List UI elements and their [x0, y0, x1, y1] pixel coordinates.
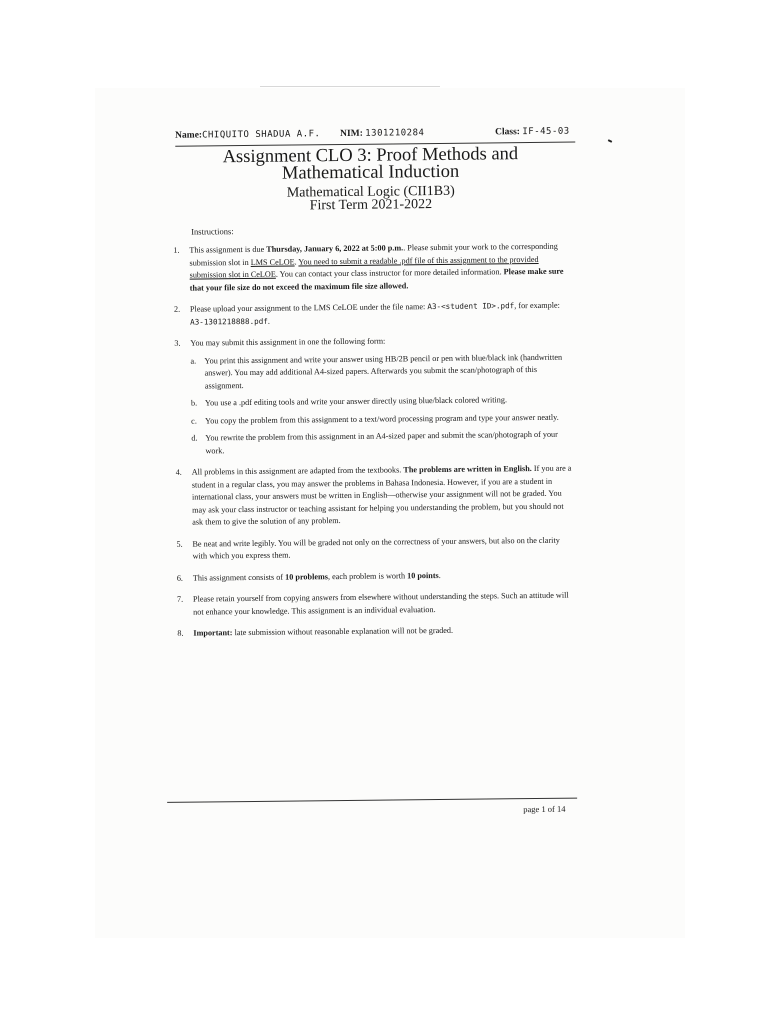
class-field	[495, 127, 570, 138]
sub-letter: a.	[190, 356, 197, 366]
item-text: Please retain yourself from copying answers from elsewhere without understanding the steps. Such an attitude will not enhance your knowledge. This assignment is an individual evaluation.	[192, 590, 569, 617]
lms-name: LMS CeLOE	[250, 256, 295, 267]
name-value: CHIQUITO SHADUA A.F.	[202, 129, 321, 141]
problem-count: 10 problems	[285, 571, 329, 582]
list-item	[174, 334, 571, 458]
item-number: 3.	[174, 338, 181, 348]
important-label: Important:	[193, 628, 233, 638]
item-number: 1.	[173, 245, 180, 255]
item-text: This assignment is due	[189, 244, 267, 255]
problem-points: 10 points	[407, 570, 439, 580]
class-value: IF-45-03	[522, 126, 570, 138]
item-text: .	[294, 256, 299, 266]
nim-value: 1301210284	[365, 128, 425, 139]
name-label: Name:	[175, 130, 203, 141]
sub-text: You use a .pdf editing tools and write your answer directly using blue/black colored writing.	[204, 395, 508, 408]
item-text: You may submit this assignment in one the following form:	[190, 336, 386, 348]
item-number: 8.	[177, 628, 184, 638]
list-item	[177, 624, 573, 641]
course-name: Mathematical Logic (CII1B3)	[286, 183, 455, 201]
sub-item	[190, 351, 570, 392]
item-text: All problems in this assignment are adapted from the textbooks.	[191, 465, 404, 477]
sub-item	[191, 411, 571, 427]
sub-letter: b.	[190, 398, 198, 408]
item-number: 5.	[176, 539, 183, 549]
document-page	[150, 115, 598, 840]
item-text: Please upload your assignment to the LMS CeLOE under the file name:	[189, 302, 428, 314]
term-label: First Term 2021-2022	[309, 197, 433, 214]
submission-note: You need to submit a readable .pdf file of this assignment to the provided submission slot in CeLOE	[189, 254, 539, 280]
scan-edge-line	[260, 86, 440, 87]
sub-item	[191, 394, 571, 410]
item-text: This assignment consists of	[192, 572, 286, 583]
sub-text: You print this assignment and write your answer using HB/2B pencil or pen with blue/black ink (handwritten answer). You may add additional A4-sized papers. Afterwards you submit the scan/photograph of this assignment.	[204, 352, 563, 390]
filename-example: A3-1301218888.pdf	[190, 316, 268, 327]
list-item	[177, 590, 573, 619]
list-item	[176, 463, 573, 530]
nim-field	[340, 128, 424, 139]
footer-divider	[167, 798, 577, 803]
item-text: . Please submit your work to the corresponding submission slot in	[189, 241, 558, 268]
list-item	[177, 568, 573, 585]
item-number: 7.	[176, 594, 184, 604]
instructions-heading: Instructions:	[191, 226, 234, 237]
page-number: page 1 of 14	[523, 803, 566, 815]
item-number: 6.	[176, 573, 183, 583]
sub-letter: d.	[191, 433, 198, 443]
list-item	[173, 241, 570, 295]
name-field	[175, 129, 320, 141]
item-text: , each problem is worth	[327, 570, 408, 581]
list-item	[176, 534, 572, 563]
filename-pattern: A3-<student ID>.pdf	[427, 301, 515, 312]
item-text: , for example:	[514, 300, 560, 311]
item-text: .	[438, 570, 441, 580]
item-text: If you are a student in a regular class, you may answer the problems in Bahasa Indonesia. However, if you are a student in international class, your answers must be written in English—otherwise your assignment will not be graded. You may ask your class instructor or teaching assistant for helping you understanding the problem, but you should not ask them to give the solution of any problem.	[191, 463, 572, 527]
instructions-list	[173, 241, 573, 650]
title-line-1: Assignment CLO 3: Proof Methods and	[222, 144, 519, 168]
title-line-2: Mathematical Induction	[281, 161, 460, 184]
nim-label: NIM:	[340, 128, 363, 140]
sub-letter: c.	[191, 416, 197, 426]
sub-text: You rewrite the problem from this assignment in an A4-sized paper and submit the scan/photograph of your work.	[205, 429, 558, 455]
file-size-warning: Please make sure that your file size do not exceed the maximum file size allowed.	[189, 266, 564, 293]
item-number: 4.	[175, 467, 182, 477]
sub-item	[191, 429, 571, 458]
class-label: Class:	[495, 127, 521, 138]
due-date: Thursday, January 6, 2022 at 5:00 p.m.	[266, 243, 404, 254]
item-number: 2.	[173, 304, 181, 314]
item-text: late submission without reasonable explanation will not be graded.	[232, 625, 454, 638]
course-subtitle	[151, 183, 591, 214]
assignment-title	[150, 145, 590, 184]
item-text: Be neat and write legibly. You will be graded not only on the correctness of your answers, but also on the clarity with which you express them.	[192, 535, 560, 561]
item-text: .	[267, 316, 270, 326]
item-text: . You can contact your class instructor for more detailed information.	[275, 267, 504, 279]
english-note: The problems are written in English.	[403, 464, 532, 475]
list-item	[174, 300, 570, 329]
sub-text: You copy the problem from this assignment to a text/word processing program and type your answer neatly.	[205, 412, 559, 425]
